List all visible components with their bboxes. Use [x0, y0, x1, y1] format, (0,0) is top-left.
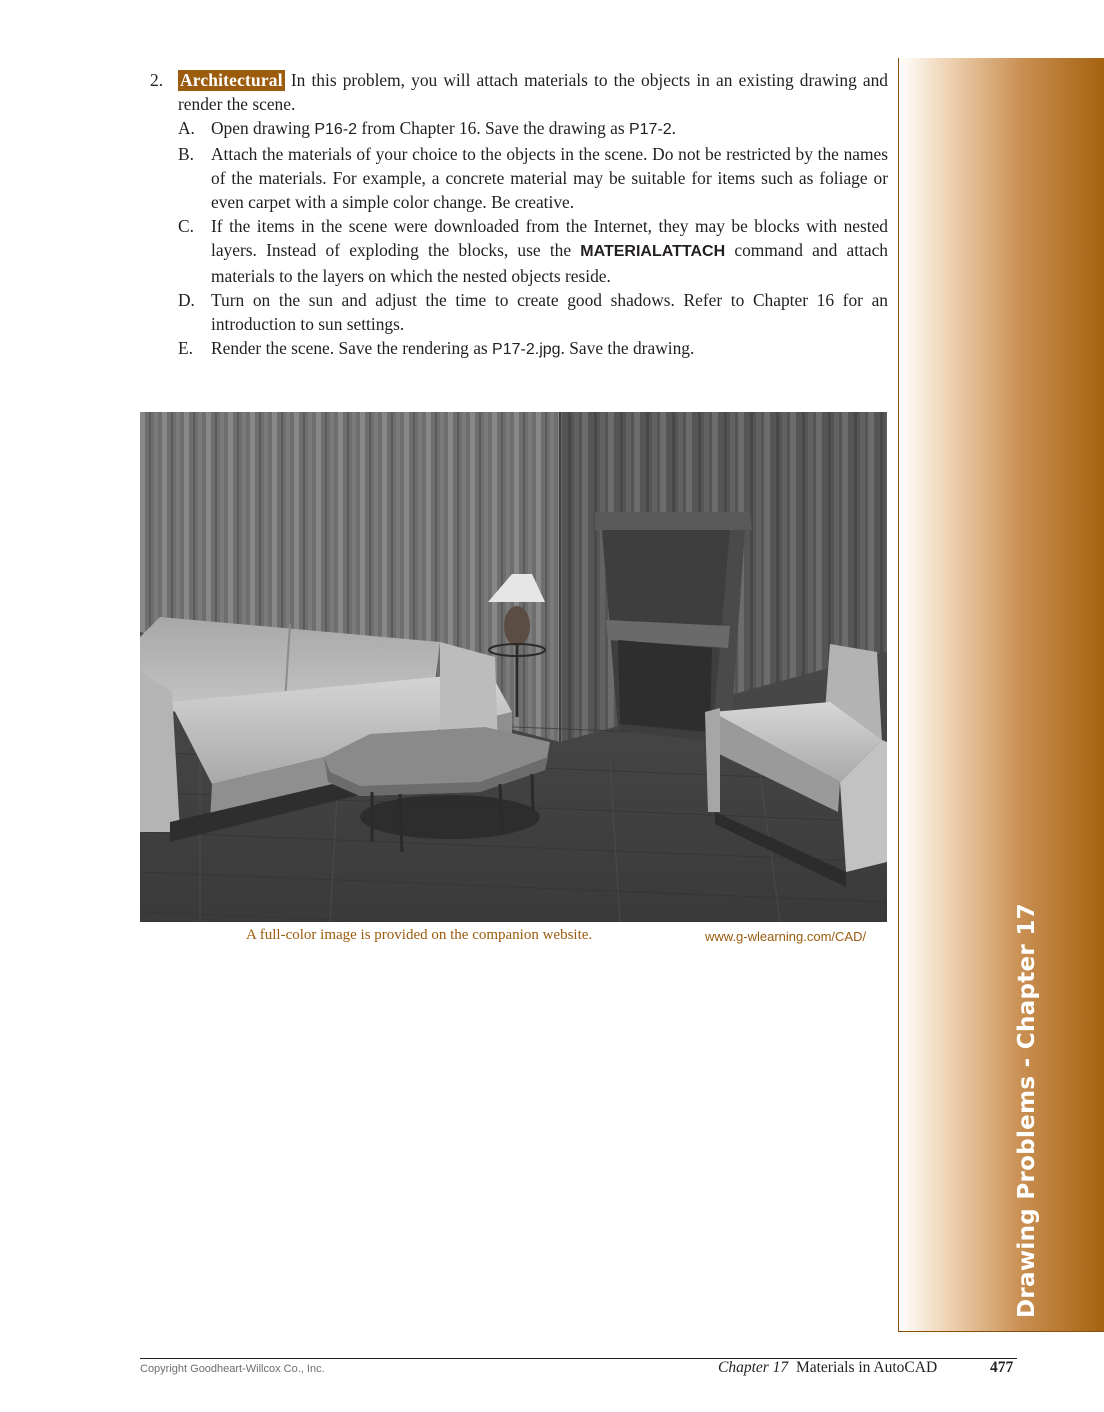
page-number: 477	[990, 1359, 1014, 1376]
step-text: . Save the drawing.	[560, 338, 695, 358]
running-footer	[718, 1359, 937, 1377]
footer-chapter-title: Materials in AutoCAD	[795, 1359, 938, 1376]
step-text: command and attach materials to the layers on which the nested objects reside.	[211, 240, 888, 286]
problem-intro	[140, 68, 888, 116]
step-text: Turn on the sun and adjust the time to create good shadows. Refer to Chapter 16 for an introduction to sun settings.	[211, 290, 888, 334]
command-name: MATERIALATTACH	[580, 243, 726, 260]
file-name: P17-2	[628, 121, 672, 138]
problem-number: 2.	[150, 70, 164, 90]
problem-2	[140, 68, 888, 362]
companion-website-link[interactable]: www.g-wlearning.com/CAD/	[705, 929, 867, 944]
step-text: If the items in the scene were downloaded from the Internet, they may be blocks with nested layers. Instead of exploding the blocks, use the	[211, 216, 888, 260]
chapter-sidebar	[898, 58, 1104, 1332]
step-letter: B.	[178, 144, 194, 164]
file-name: P17-2.jpg	[492, 341, 561, 358]
figure-caption: A full-color image is provided on the companion website.	[246, 927, 593, 943]
step-e	[178, 336, 888, 362]
rendered-room-image	[140, 412, 887, 922]
step-text: Attach the materials of your choice to the objects in the scene. Do not be restricted by the names of the materials. For example, a concrete material may be suitable for items such as foliage or even carpet with a simple color change. Be creative.	[211, 144, 888, 212]
step-text: Open drawing	[211, 118, 315, 138]
step-text: Render the scene. Save the rendering as	[211, 338, 493, 358]
step-text: from Chapter 16. Save the drawing as	[357, 118, 629, 138]
step-c	[178, 214, 888, 288]
step-letter: C.	[178, 216, 194, 236]
sidebar-title: Drawing Problems - Chapter 17	[1014, 903, 1040, 1318]
step-letter: D.	[178, 290, 195, 310]
step-letter: A.	[178, 118, 195, 138]
step-d	[178, 288, 888, 336]
file-name: P16-2	[314, 121, 358, 138]
step-text: .	[671, 118, 677, 138]
copyright-notice: Copyright Goodheart-Willcox Co., Inc.	[140, 1363, 325, 1375]
step-a	[178, 116, 888, 142]
architectural-tag: Architectural	[180, 70, 283, 90]
footer-chapter: Chapter 17	[718, 1359, 789, 1376]
step-b	[178, 142, 888, 214]
problem-intro-text: In this problem, you will attach materials to the objects in an existing drawing and render the scene.	[178, 70, 888, 114]
step-letter: E.	[178, 338, 193, 358]
